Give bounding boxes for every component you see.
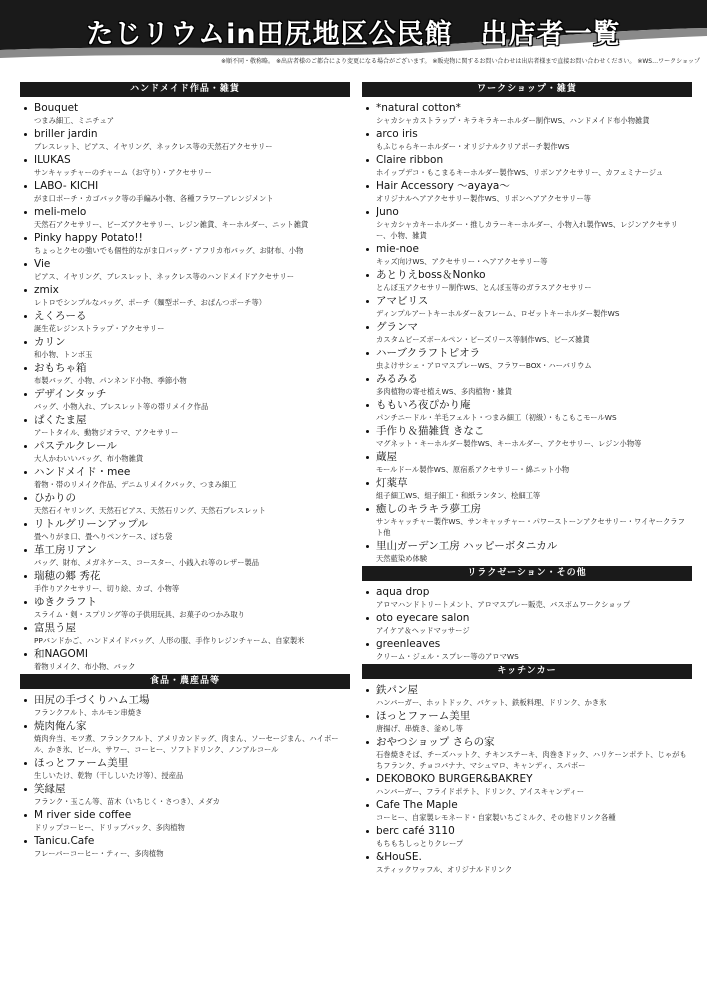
list-item	[362, 735, 692, 771]
section-heading: ワークショップ・雑貨	[362, 82, 692, 97]
list-item	[362, 153, 692, 178]
vendor-list	[20, 101, 350, 672]
vendor-description: ホイップデコ・もこまるキーホルダー製作WS、リボンアクセサリー、カフェミナージュ	[376, 168, 664, 177]
list-item	[20, 543, 350, 568]
vendor-description: ハンバーガー、フライドポテト、ドリンク、アイスキャンディー	[376, 787, 585, 796]
list-item	[20, 569, 350, 594]
vendor-description: 大人かわいいバッグ、布小物雑貨	[34, 454, 144, 463]
vendor-description: ピアス、イヤリング、ブレスレット、ネックレス等のハンドメイドアクセサリー	[34, 272, 295, 281]
vendor-name: おもちゃ箱	[34, 362, 87, 374]
list-item	[362, 372, 692, 397]
vendor-description: 誕生花レジンストラップ・アクセサリー	[34, 324, 165, 333]
vendor-name: Juno	[376, 206, 399, 218]
vendor-description: がま口ポーチ・カゴバック等の手編み小物、各種フラワーアレンジメント	[34, 194, 274, 203]
vendor-list	[362, 101, 692, 564]
vendor-description: アロマハンドトリートメント、アロマスプレー販売、バスボムワークショップ	[376, 600, 631, 609]
vendor-name: ひかりの	[34, 492, 76, 504]
vendor-name: 田尻の手づくりハム工場	[34, 694, 150, 706]
vendor-description: ハンバーガー、ホットドック、バケット、鉄板料理、ドリンク、かき氷	[376, 698, 607, 707]
vendor-name: berc café 3110	[376, 825, 455, 837]
section-heading: ハンドメイド作品・雑貨	[20, 82, 350, 97]
vendor-description: フランク・玉こん等、苗木（いちじく・さつき）、メダカ	[34, 797, 220, 806]
vendor-name: 笑縁屋	[34, 783, 66, 795]
vendor-name: えくろーる	[34, 310, 87, 322]
list-item	[20, 439, 350, 464]
list-item	[20, 621, 350, 646]
vendor-name: リトルグリーンアップル	[34, 518, 148, 530]
vendor-name: arco iris	[376, 128, 418, 140]
list-item	[20, 782, 350, 807]
vendor-name: Bouquet	[34, 102, 79, 114]
vendor-name: カリン	[34, 336, 66, 348]
vendor-description: フランクフルト、ホルモン串焼き	[34, 708, 143, 717]
vendor-name: LABO- KICHI	[34, 180, 99, 192]
vendor-name: ハンドメイド・mee	[34, 466, 131, 478]
list-item	[20, 361, 350, 386]
vendor-description: 唐揚げ、串焼き、釜めし等	[376, 724, 463, 733]
list-item	[362, 824, 692, 849]
vendor-description: 天然石イヤリング、天然石ピアス、天然石リング、天然石ブレスレット	[34, 506, 266, 515]
list-item	[362, 637, 692, 662]
vendor-description: 着物・帯のリメイク作品、デニムリメイクバック、つまみ細工	[34, 480, 237, 489]
vendor-name: みるみる	[376, 373, 418, 385]
vendor-name: ハーブクラフトピオラ	[376, 347, 481, 359]
vendor-description: クリーム・ジェル・スプレー等のアロマWS	[376, 652, 519, 661]
vendor-name: 鉄パン屋	[376, 684, 418, 696]
vendor-name: ぱくたま屋	[34, 414, 87, 426]
list-item	[20, 491, 350, 516]
vendor-description: アートタイル、動物ジオラマ、アクセサリー	[34, 428, 179, 437]
list-item	[20, 127, 350, 152]
list-item	[362, 539, 692, 564]
vendor-description: フレーバーコーヒー・ティー、多肉植物	[34, 849, 164, 858]
list-item	[20, 719, 350, 755]
vendor-description: 畳へりがま口、畳へりペンケース、ぽち袋	[34, 532, 173, 541]
vendor-name: アマビリス	[376, 295, 429, 307]
vendor-description: とんぼ玉アクセサリー制作WS、とんぼ玉等のガラスアクセサリー	[376, 283, 592, 292]
list-item	[362, 320, 692, 345]
vendor-name: パステルクレール	[34, 440, 117, 452]
vendor-name: briller jardin	[34, 128, 98, 140]
vendor-description: PPバンドかご、ハンドメイドバッグ、人形の服、手作りレジンチャーム、自家製米	[34, 636, 305, 645]
vendor-name: 手作り＆猫雑貨 きなこ	[376, 425, 485, 437]
section-heading: キッチンカー	[362, 664, 692, 679]
vendor-description: もちもちしっとりクレープ	[376, 839, 464, 848]
list-item	[362, 450, 692, 475]
vendor-name: &HouSE.	[376, 851, 422, 863]
list-item	[20, 387, 350, 412]
vendor-description: 着物リメイク、布小物、バック	[34, 662, 136, 671]
vendor-description: サンキャッチャー製作WS、サンキャッチャー・パワーストーンアクセサリー・ワイヤークラフト他	[376, 517, 685, 537]
header-banner	[0, 0, 707, 66]
vendor-description: パンチニードル・羊毛フェルト・つまみ細工（初級）・もこもこモールWS	[376, 413, 617, 422]
vendor-description: 和小物、トンボ玉	[34, 350, 93, 359]
list-item	[362, 101, 692, 126]
list-item	[362, 683, 692, 708]
list-item	[362, 268, 692, 293]
vendor-name: 焼肉俺ん家	[34, 720, 87, 732]
vendor-description: マグネット・キーホルダー製作WS、キーホルダー、アクセサリー、レジン小物等	[376, 439, 642, 448]
vendor-name: 里山ガーデン工房 ハッピーボタニカル	[376, 540, 558, 552]
vendor-description: 布製バッグ、小物、パンネンド小物、季節小物	[34, 376, 187, 385]
list-item	[20, 153, 350, 178]
vendor-name: Tanicu.Cafe	[34, 835, 95, 847]
vendor-description: 多肉植物の寄せ植えWS、多肉植物・雑貨	[376, 387, 512, 396]
vendor-name: デザインタッチ	[34, 388, 107, 400]
vendor-name: *natural cotton*	[376, 102, 461, 114]
vendor-description: ディンプルアートキーホルダー＆フレーム、ロゼットキーホルダー製作WS	[376, 309, 620, 318]
section-heading: 食品・農産品等	[20, 674, 350, 689]
vendor-description: 生しいたけ、乾物（干ししいたけ等）、授産品	[34, 771, 184, 780]
vendor-description: 天然藍染め体験	[376, 554, 428, 563]
page-title: たじリウムin田尻地区公民館 出店者一覧	[86, 19, 621, 50]
vendor-description: もふじゃらキーホルダー・オリジナルクリアポーチ製作WS	[376, 142, 570, 151]
list-item	[20, 756, 350, 781]
vendor-name: greenleaves	[376, 638, 441, 650]
vendor-name: ほっとファーム美里	[376, 710, 471, 722]
list-item	[362, 772, 692, 797]
vendor-description: ドリップコーヒー、ドリップバック、多肉植物	[34, 823, 185, 832]
section-heading: リラクゼーション・その他	[362, 566, 692, 581]
vendor-name: 瑞穂の郷 秀花	[34, 570, 101, 582]
vendor-description: モールドール製作WS、原宿系アクセサリー・綿ニット小物	[376, 465, 570, 474]
vendor-description: スライム・剣・スプリング等の子供用玩具、お菓子のつかみ取り	[34, 610, 245, 619]
vendor-name: Vie	[34, 258, 51, 270]
vendor-name: Hair Accessory 〜ayaya〜	[376, 180, 510, 192]
vendor-name: Cafe The Maple	[376, 799, 458, 811]
vendor-description: ブレスレット、ピアス、イヤリング、ネックレス等の天然石アクセサリー	[34, 142, 273, 151]
list-item	[20, 205, 350, 230]
list-item	[20, 693, 350, 718]
vendor-description: 虫よけサシェ・アロマスプレーWS、フラワーBOX・ハーバリウム	[376, 361, 592, 370]
vendor-description: 天然石アクセサリー、ビーズアクセサリー、レジン雑貨、キーホルダー、ニット雑貨	[34, 220, 309, 229]
list-item	[362, 709, 692, 734]
list-item	[362, 127, 692, 152]
vendor-name: グランマ	[376, 321, 418, 333]
vendor-name: aqua drop	[376, 586, 430, 598]
list-item	[20, 231, 350, 256]
vendor-description: スティックワッフル、オリジナルドリンク	[376, 865, 513, 874]
vendor-description: 手作りアクセサリー、切り絵、カゴ、小物等	[34, 584, 180, 593]
vendor-name: 革工房リアン	[34, 544, 97, 556]
list-item	[20, 413, 350, 438]
list-item	[20, 335, 350, 360]
vendor-description: バッグ、財布、メガネケース、コースター、小銭入れ等のレザー製品	[34, 558, 260, 567]
vendor-description: キッズ向けWS、アクセサリー・ヘアアクセサリー等	[376, 257, 548, 266]
list-item	[20, 309, 350, 334]
vendor-list	[362, 585, 692, 662]
vendor-description: 石巻焼きそば、チーズハットク、チキンステーキ、肉巻きドック、ハリケーンポテト、じゃがもちフランク、チョコバナナ、マシュマロ、キャンディ、スパボー	[376, 750, 687, 770]
list-item	[362, 476, 692, 501]
vendor-list	[20, 693, 350, 859]
vendor-description: 焼肉弁当、モツ煮、フランクフルト、アメリカンドッグ、肉まん、ソーセージまん、ハイボール、かき氷、ビール、サワー、コーヒー、ソフトドリンク、ノンアルコール	[34, 734, 339, 754]
list-item	[362, 179, 692, 204]
notice-text: ※順不同・敬称略。 ※出店者様のご都合により変更になる場合がございます。 ※販売物に関するお問い合わせは出店者様まで直接お問い合わせください。 ※WS…ワークショップ	[221, 58, 700, 65]
list-item	[362, 424, 692, 449]
vendor-description: ちょっとクセの強いでも個性的ながま口バッグ・アフリカ布バッグ、お財布、小物	[34, 246, 304, 255]
list-item	[362, 798, 692, 823]
vendor-name: M river side coffee	[34, 809, 132, 821]
list-item	[362, 242, 692, 267]
list-item	[362, 611, 692, 636]
vendor-list	[362, 683, 692, 875]
vendor-name: 和NAGOMI	[34, 648, 88, 660]
vendor-name: おやつショップ さらの家	[376, 736, 495, 748]
vendor-name: ももいろ夜ぴかり庵	[376, 399, 471, 411]
vendor-name: meli-melo	[34, 206, 87, 218]
vendor-name: ゆきクラフト	[34, 596, 97, 608]
list-item	[20, 647, 350, 672]
vendor-name: DEKOBOKO BURGER&BAKREY	[376, 773, 533, 785]
vendor-name: 癒しのキラキラ夢工房	[376, 503, 481, 515]
list-item	[362, 346, 692, 371]
list-item	[362, 205, 692, 241]
vendor-description: 組子細工WS、組子細工・和紙ランタン、桧細工等	[376, 491, 541, 500]
vendor-description: コーヒー、自家製レモネード・自家製いちごミルク、その他ドリンク各種	[376, 813, 616, 822]
vendor-name: ILUKAS	[34, 154, 71, 166]
vendor-description: バッグ、小物入れ、ブレスレット等の帯リメイク作品	[34, 402, 209, 411]
list-item	[362, 502, 692, 538]
list-item	[20, 834, 350, 859]
vendor-name: 富黒う屋	[34, 622, 76, 634]
vendor-description: アイケア＆ヘッドマッサージ	[376, 626, 470, 635]
vendor-description: カスタムビーズボールペン・ビーズリース等制作WS、ビーズ雑貨	[376, 335, 590, 344]
list-item	[362, 294, 692, 319]
vendor-description: オリジナルヘアアクセサリー製作WS、リボンヘアアクセサリー等	[376, 194, 591, 203]
vendor-name: 蔵屋	[376, 451, 397, 463]
left-column	[20, 80, 350, 860]
right-column	[362, 80, 692, 876]
vendor-name: あとりえboss＆Nonko	[376, 269, 486, 281]
list-item	[362, 585, 692, 610]
list-item	[20, 465, 350, 490]
vendor-name: oto eyecare salon	[376, 612, 470, 624]
vendor-name: 灯薬草	[376, 477, 408, 489]
list-item	[362, 850, 692, 875]
list-item	[20, 257, 350, 282]
list-item	[20, 283, 350, 308]
list-item	[20, 595, 350, 620]
vendor-name: mie-noe	[376, 243, 419, 255]
vendor-description: サンキャッチャーのチャーム（お守り）・アクセサリー	[34, 168, 212, 177]
vendor-name: ほっとファーム美里	[34, 757, 129, 769]
vendor-name: Claire ribbon	[376, 154, 444, 166]
vendor-description: レトロでシンプルなバッグ、ポーチ（麺型ポーチ、おぱんつポーチ等）	[34, 298, 267, 307]
vendor-name: Pinky happy Potato!!	[34, 232, 143, 244]
list-item	[20, 101, 350, 126]
vendor-description: シャカシャカキーホルダー・推しカラーキーホルダー、小物入れ製作WS、レジンアクセサリー、小物、雑貨	[376, 220, 678, 240]
vendor-name: zmix	[34, 284, 59, 296]
list-item	[20, 517, 350, 542]
vendor-description: シャカシャカストラップ・キラキラキーホルダー制作WS、ハンドメイド布小物雑貨	[376, 116, 650, 125]
list-item	[20, 808, 350, 833]
vendor-description: つまみ細工、ミニチュア	[34, 116, 115, 125]
list-item	[20, 179, 350, 204]
list-item	[362, 398, 692, 423]
